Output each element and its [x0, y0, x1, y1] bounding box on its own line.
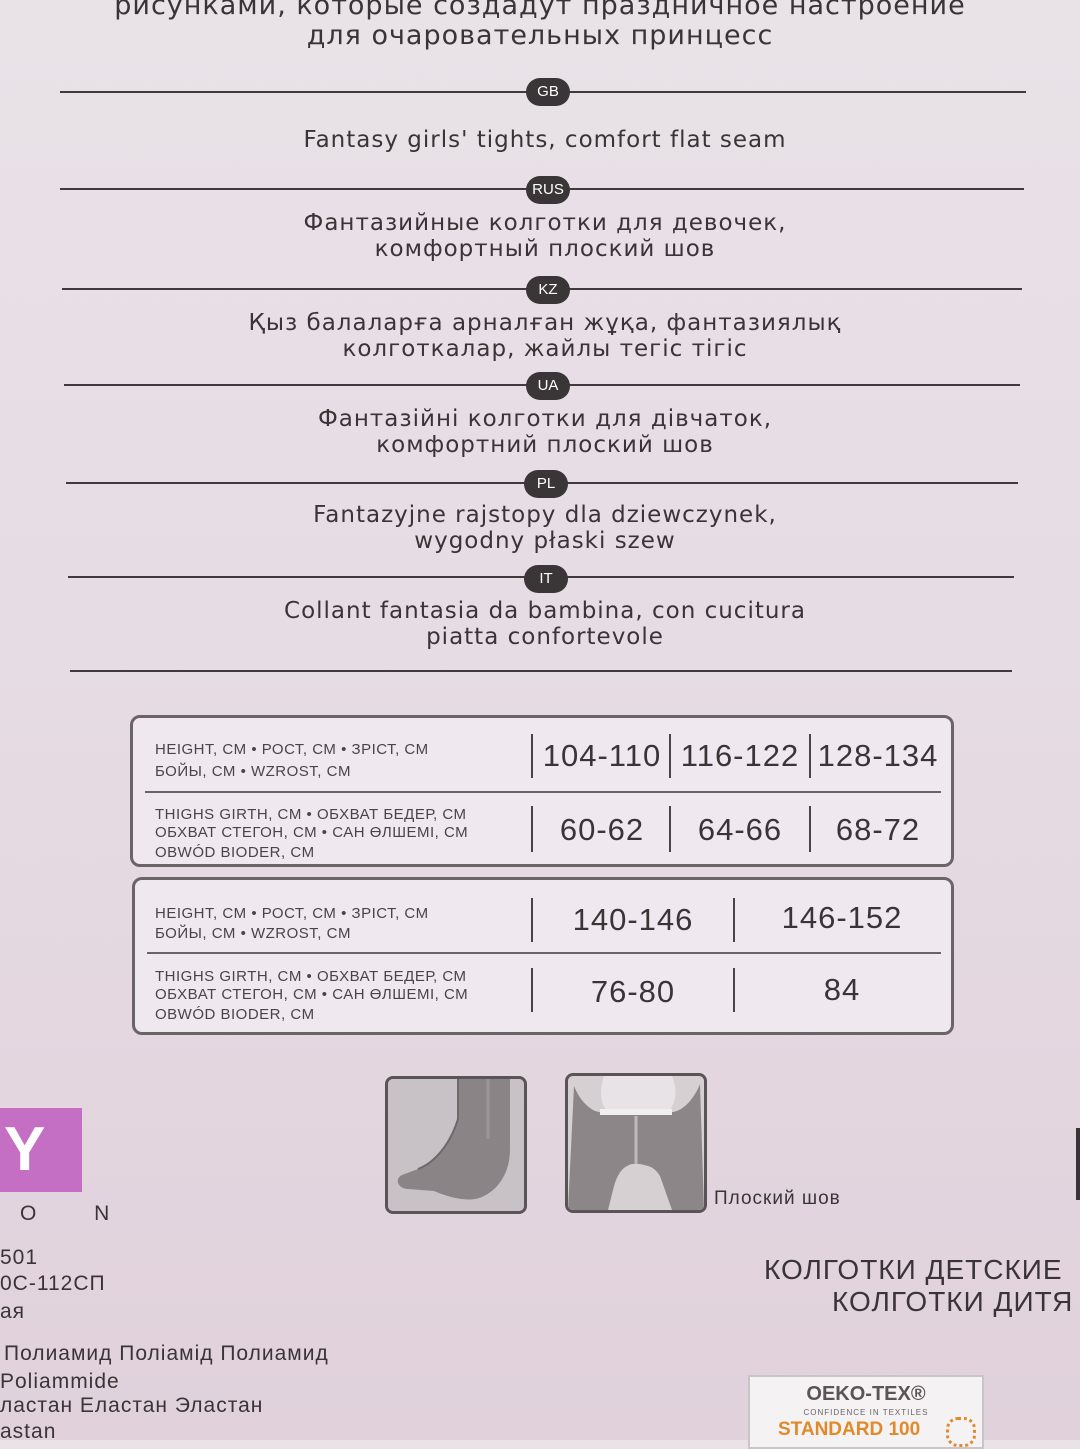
girth-value: 84 [823, 972, 861, 1007]
girth-value: 64-66 [697, 812, 783, 847]
description-kz-line-1: Қыз балаларға арналған жұқа, фантазиялық [248, 310, 842, 336]
oeko-tex-label [748, 1375, 984, 1449]
intro-line-1: рисунками, которые создадут праздничное настроение [114, 0, 966, 21]
height-value: 146-152 [781, 900, 903, 935]
row-divider [147, 952, 941, 954]
description-it-line-2: piatta confortevole [426, 624, 664, 650]
height-label: HEIGHT, CM • РОСТ, СМ • ЗРІСТ, СМ [155, 741, 429, 758]
composition-line-3: ластан Еластан Эластан [0, 1394, 264, 1417]
brand-logo-letter: Y [4, 1115, 46, 1184]
column-divider [531, 806, 533, 852]
girth-value: 60-62 [559, 812, 645, 847]
oeko-tex-tagline: CONFIDENCE IN TEXTILES [803, 1408, 929, 1417]
model-code: 0С-112СП [0, 1272, 106, 1295]
language-badge-it: IT [524, 565, 568, 593]
description-ua-line-1: Фантазійні колготки для дівчаток, [317, 406, 773, 432]
size-table-1 [130, 715, 954, 867]
girth-value: 76-80 [590, 974, 676, 1009]
language-badge-gb: GB [526, 78, 570, 106]
language-badge-ua: UA [526, 372, 570, 400]
oeko-tex-name: OEKO-TEX® [806, 1383, 926, 1405]
girth-label: OBWÓD BIODER, CM [155, 1006, 315, 1023]
language-badge-rus: RUS [526, 176, 570, 204]
description-pl-line-1: Fantazyjne rajstopy dla dziewczynek, [313, 502, 777, 528]
description-kz-line-2: колготкалар, жайлы тегіс тігіс [342, 336, 748, 362]
edge-mark [1076, 1128, 1080, 1200]
girth-label: OBWÓD BIODER, CM [155, 844, 315, 861]
column-divider [531, 734, 533, 778]
oeko-tex-flower-icon [946, 1417, 976, 1447]
height-value: 140-146 [572, 902, 694, 937]
height-value: 116-122 [680, 738, 800, 773]
column-divider [669, 806, 671, 852]
girth-label: ОБХВАТ СТЕГОН, СМ • САН ӨЛШЕМІ, СМ [155, 986, 469, 1003]
column-divider [669, 734, 671, 778]
description-gb: Fantasy girls' tights, comfort flat seam [303, 127, 787, 153]
oeko-tex-standard: STANDARD 100 [778, 1419, 921, 1440]
column-divider [809, 734, 811, 778]
foot-seam-icon [385, 1076, 527, 1214]
girth-label: THIGHS GIRTH, CM • ОБХВАТ БЕДЕР, СМ [155, 806, 467, 823]
description-it-line-1: Collant fantasia da bambina, con cucitura [284, 598, 806, 624]
column-divider [809, 806, 811, 852]
brand-logo-subtitle: O N [20, 1202, 136, 1225]
composition-line-2: Poliammide [0, 1370, 120, 1393]
column-divider [733, 968, 735, 1012]
composition-line-4: astan [0, 1420, 57, 1443]
size-table-2 [132, 877, 954, 1035]
language-badge-kz: KZ [526, 276, 570, 304]
color-name: ая [0, 1300, 26, 1323]
column-divider [733, 898, 735, 942]
height-value: 104-110 [542, 738, 662, 773]
divider [70, 670, 1012, 672]
flat-seam-icon [565, 1073, 707, 1213]
height-label: HEIGHT, CM • РОСТ, СМ • ЗРІСТ, СМ [155, 905, 429, 922]
product-title-2: КОЛГОТКИ ДИТЯ [832, 1286, 1074, 1317]
language-badge-pl: PL [524, 470, 568, 498]
description-rus-line-2: комфортный плоский шов [374, 236, 716, 262]
description-pl-line-2: wygodny płaski szew [414, 528, 676, 554]
height-label: БОЙЫ, СМ • WZROST, CM [155, 925, 351, 942]
girth-value: 68-72 [835, 812, 921, 847]
product-title-1: КОЛГОТКИ ДЕТСКИЕ [764, 1254, 1063, 1285]
brand-logo [0, 1108, 82, 1192]
intro-line-2: для очаровательных принцесс [306, 20, 774, 51]
flat-seam-caption: Плоский шов [714, 1188, 841, 1209]
composition-line-1: Полиамид Поліамід Полиамид [4, 1342, 329, 1365]
girth-label: THIGHS GIRTH, CM • ОБХВАТ БЕДЕР, СМ [155, 968, 467, 985]
row-divider [145, 791, 941, 793]
description-ua-line-2: комфортний плоский шов [376, 432, 714, 458]
description-rus-line-1: Фантазийные колготки для девочек, [303, 210, 787, 236]
height-label: БОЙЫ, СМ • WZROST, CM [155, 763, 351, 780]
girth-label: ОБХВАТ СТЕГОН, СМ • САН ӨЛШЕМІ, СМ [155, 824, 469, 841]
height-value: 128-134 [817, 738, 939, 773]
article-code: 501 [0, 1246, 39, 1269]
